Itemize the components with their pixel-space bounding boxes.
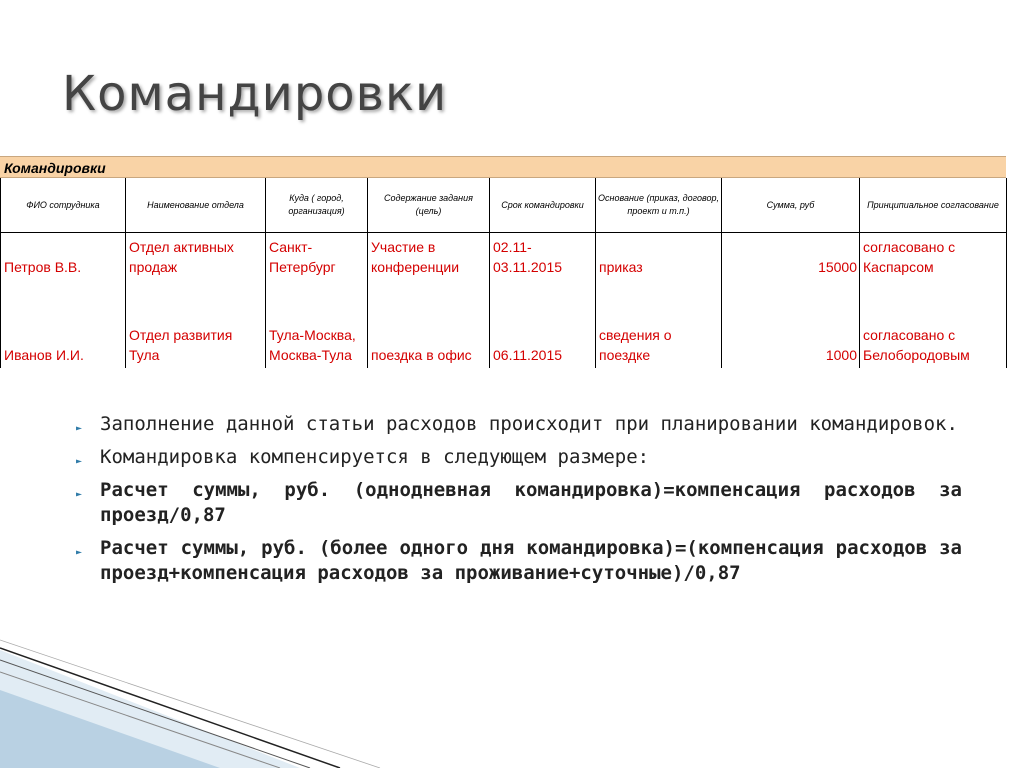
cell-department: Отдел развития Тула — [126, 280, 266, 368]
cell-where: Тула-Москва, Москва-Тула — [266, 280, 368, 368]
cell-department: Отдел активных продаж — [126, 233, 266, 281]
column-header-approval: Принципиальное согласование — [860, 178, 1007, 233]
bullet-arrow-icon: ► — [76, 423, 83, 434]
cell-sum: 15000 — [722, 233, 860, 281]
cell-basis: приказ — [596, 233, 722, 281]
slide-title: Командировки — [62, 66, 448, 122]
decor-gradient-wedge — [0, 650, 300, 768]
bullet-item — [72, 478, 962, 528]
bullet-text: Заполнение данной статьи расходов происходит при планировании командировок. — [100, 413, 958, 435]
column-header-fio: ФИО сотрудника — [1, 178, 126, 233]
bullet-arrow-icon: ► — [76, 456, 83, 467]
table-header-row — [1, 178, 1007, 233]
table-row — [1, 280, 1007, 368]
spreadsheet-table — [0, 156, 1006, 368]
cell-approval: согласовано с Каспарсом — [860, 233, 1007, 281]
column-header-sum: Сумма, руб — [722, 178, 860, 233]
bullet-text: Командировка компенсируется в следующем размере: — [100, 446, 650, 468]
cell-where: Санкт-Петербург — [266, 233, 368, 281]
decor-line — [0, 660, 310, 768]
cell-name: Петров В.В. — [1, 233, 126, 281]
sheet-header: Командировки — [0, 156, 1006, 178]
bullet-item — [72, 536, 962, 586]
trips-table — [0, 178, 1007, 368]
column-header-term: Срок командировки — [490, 178, 596, 233]
cell-sum: 1000 — [722, 280, 860, 368]
column-header-department: Наименование отдела — [126, 178, 266, 233]
bullet-text: Расчет суммы, руб. (более одного дня командировка)=(компенсация расходов за проезд+компенсация расходов за проживание+суточные)/0,87 — [100, 537, 962, 584]
cell-basis: сведения о поездке — [596, 280, 722, 368]
bullet-arrow-icon: ► — [76, 489, 83, 500]
decor-line — [0, 648, 340, 768]
bullet-item — [72, 445, 962, 470]
bullet-text: Расчет суммы, руб. (однодневная командировка)=компенсация расходов за проезд/0,87 — [100, 479, 962, 526]
cell-term: 02.11-03.11.2015 — [490, 233, 596, 281]
column-header-task: Содержание задания (цель) — [368, 178, 490, 233]
cell-task: поездка в офис — [368, 280, 490, 368]
cell-term: 06.11.2015 — [490, 280, 596, 368]
cell-task: Участие в конференции — [368, 233, 490, 281]
decor-line — [0, 640, 380, 768]
column-header-where: Куда ( город, организация) — [266, 178, 368, 233]
bullet-arrow-icon: ► — [76, 547, 83, 558]
bullet-item — [72, 412, 962, 437]
table-row — [1, 233, 1007, 281]
cell-name: Иванов И.И. — [1, 280, 126, 368]
bullet-list — [72, 412, 962, 594]
decor-gradient-wedge — [0, 690, 220, 768]
column-header-basis: Основание (приказ, договор, проект и т.п.) — [596, 178, 722, 233]
cell-approval: согласовано с Белобородовым — [860, 280, 1007, 368]
decor-line — [0, 672, 280, 768]
